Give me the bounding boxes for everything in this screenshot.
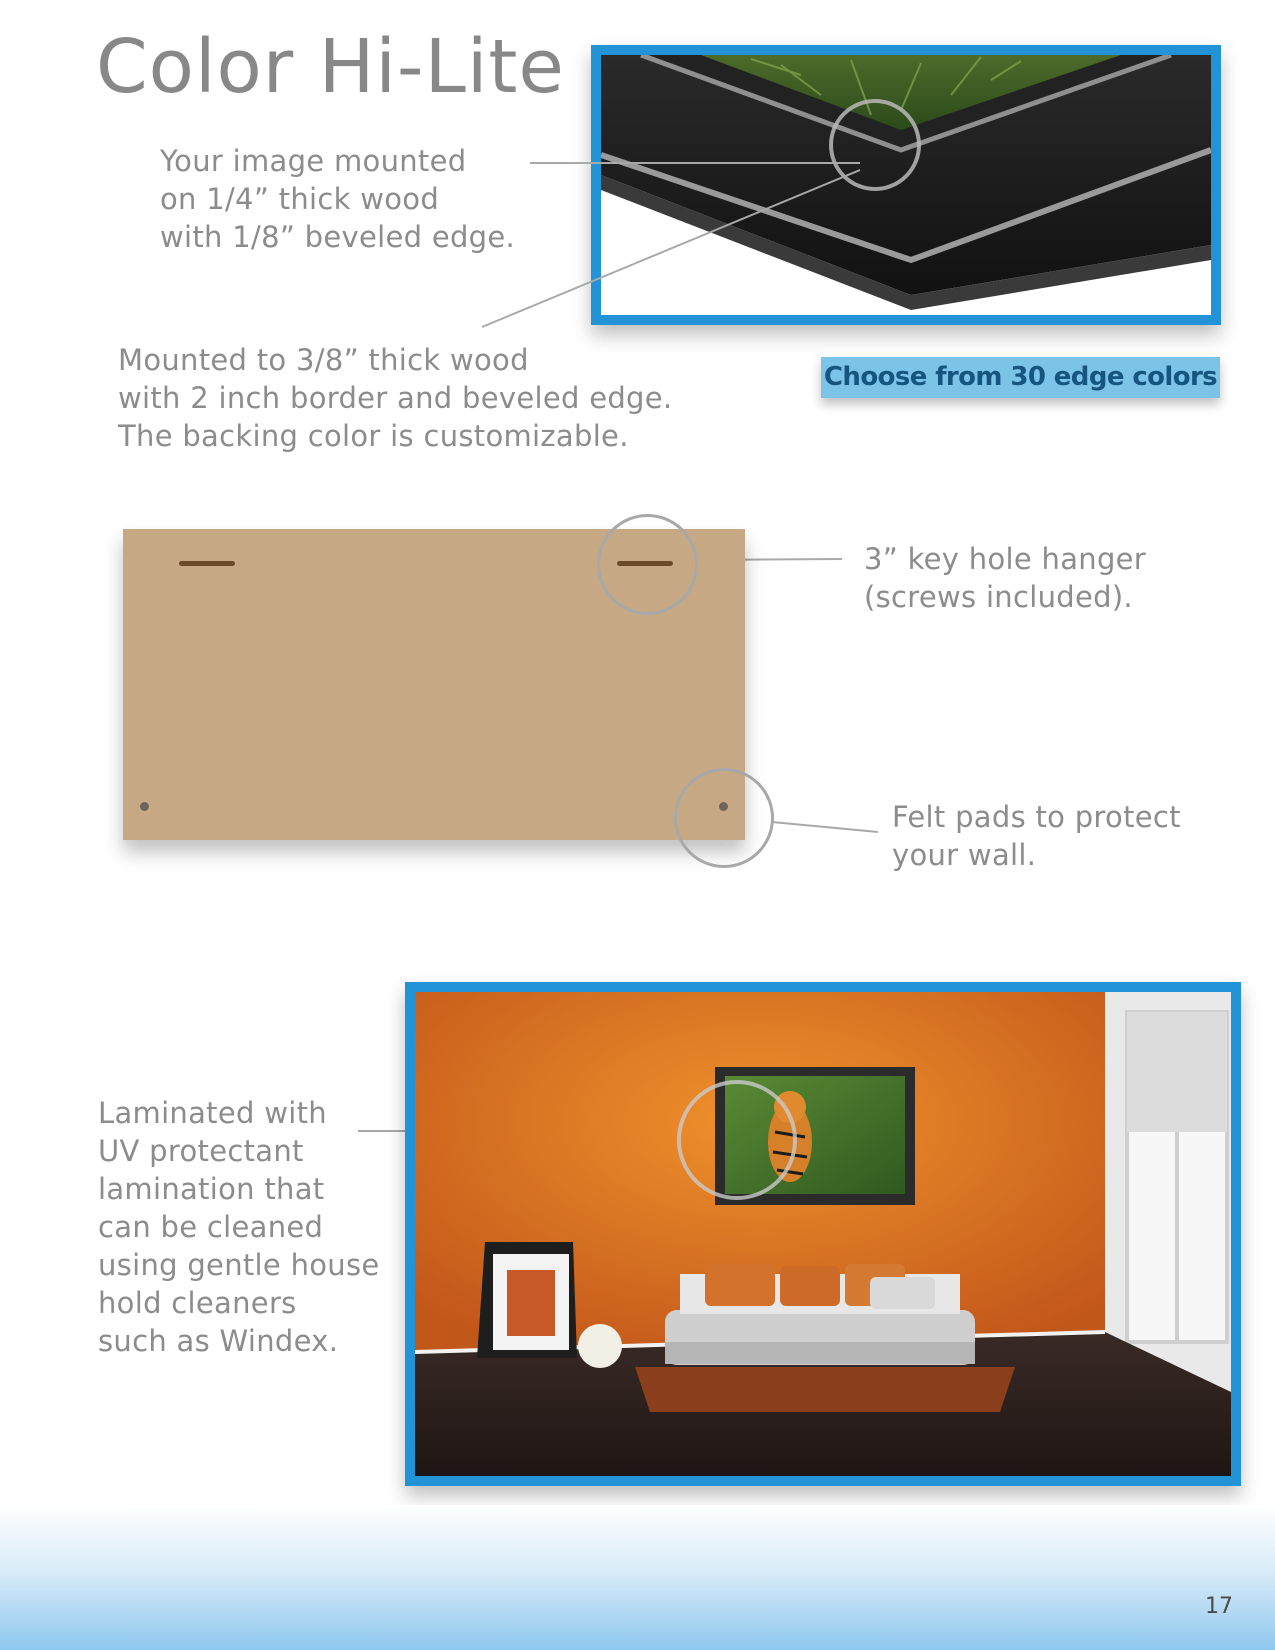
bedroom-illustration [415, 992, 1231, 1476]
page-number: 17 [1205, 1594, 1233, 1619]
felt-pad-magnifier-circle [674, 768, 774, 868]
callout-mounted-to: Mounted to 3/8” thick wood with 2 inch border and beveled edge. The backing color is customizable. [118, 343, 673, 453]
keyhole-left-icon [179, 561, 235, 566]
callout-key-hole: 3” key hole hanger (screws included). [864, 542, 1147, 614]
callout-laminated: Laminated with UV protectant lamination that can be cleaned using gentle house hold cleaners such as Windex. [98, 1096, 380, 1358]
felt-pad-left-icon [140, 802, 149, 811]
footer-gradient [0, 1505, 1275, 1650]
callout-image-mounted: Your image mounted on 1/4” thick wood with 1/8” beveled edge. [160, 144, 516, 254]
callout-felt-pads: Felt pads to protect your wall. [892, 800, 1181, 872]
page-title: Color Hi-Lite [96, 24, 565, 110]
room-photo [405, 982, 1241, 1486]
edge-colors-badge: Choose from 30 edge colors [821, 357, 1220, 398]
keyhole-magnifier-circle [597, 514, 698, 615]
